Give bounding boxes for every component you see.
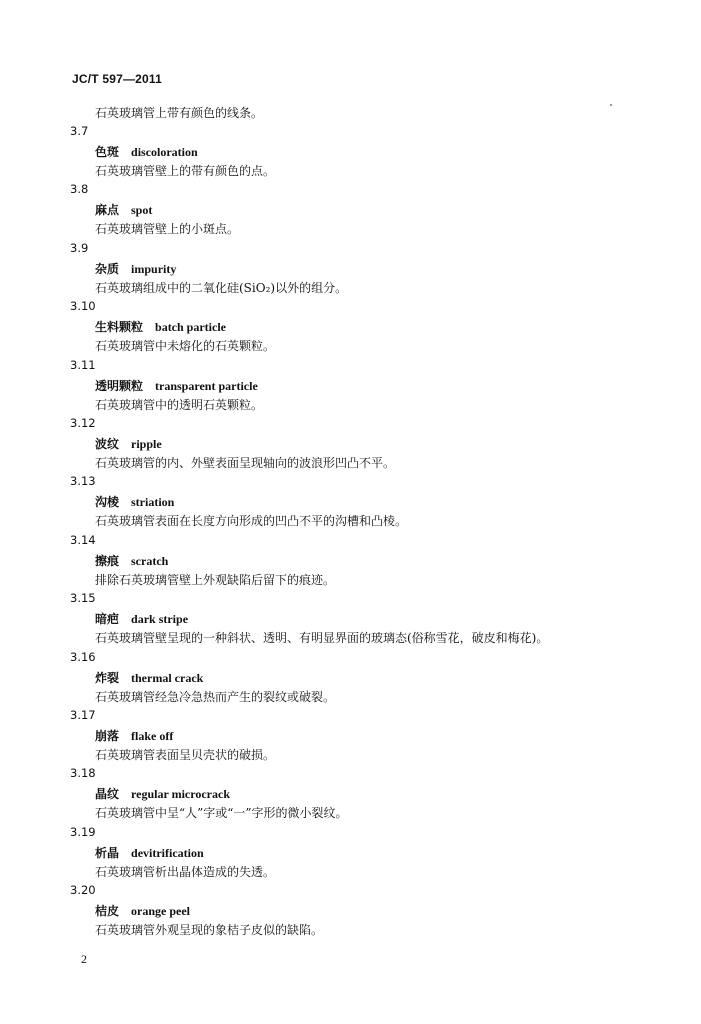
term-entry	[68, 650, 668, 708]
term-chinese: 麻点	[95, 203, 120, 218]
term-heading	[95, 785, 230, 802]
term-chinese: 炸裂	[95, 670, 120, 685]
clause-number: 3.13	[70, 474, 96, 489]
clause-number: 3.10	[70, 299, 96, 314]
term-heading	[95, 552, 168, 569]
term-definition: 石英玻璃管表面呈贝壳状的破损。	[95, 747, 276, 762]
term-english: impurity	[131, 261, 177, 276]
term-chinese: 崩落	[95, 728, 120, 743]
term-definition: 石英玻璃管的内、外壁表面呈现轴向的波浪形凹凸不平。	[95, 455, 396, 470]
term-entry	[68, 708, 668, 766]
term-heading	[95, 902, 190, 919]
term-definition: 石英玻璃管壁上的小斑点。	[95, 222, 240, 237]
term-entry	[68, 182, 668, 240]
clause-number: 3.12	[70, 415, 96, 430]
term-english: striation	[131, 495, 175, 510]
term-entry	[68, 591, 668, 649]
term-definition: 石英玻璃管壁上的带有颜色的点。	[95, 164, 276, 178]
clause-number: 3.7	[70, 124, 89, 138]
term-english: discoloration	[131, 145, 198, 159]
term-list	[68, 124, 668, 941]
term-definition: 石英玻璃管中的透明石英颗粒。	[95, 397, 264, 412]
term-chinese: 杂质	[95, 261, 120, 276]
clause-number: 3.16	[70, 649, 96, 664]
clause-number: 3.19	[70, 824, 96, 839]
continued-definition: 石英玻璃管上带有颜色的线条。	[95, 106, 264, 120]
term-heading	[95, 610, 188, 627]
term-definition: 石英玻璃管外观呈现的象桔子皮似的缺陷。	[95, 923, 324, 938]
clause-number: 3.18	[70, 766, 96, 781]
term-definition: 石英玻璃管壁呈现的一种斜状、透明、有明显界面的玻璃态(俗称雪花，破皮和梅花)。	[95, 631, 549, 646]
scan-speck	[610, 104, 612, 106]
clause-number: 3.11	[70, 357, 96, 372]
term-entry	[68, 299, 668, 357]
term-definition: 石英玻璃管经急冷急热而产生的裂纹或破裂。	[95, 689, 336, 704]
term-chinese: 生料颗粒	[95, 320, 144, 335]
term-definition: 石英玻璃管析出晶体造成的失透。	[95, 864, 276, 879]
term-definition: 石英玻璃管中呈“人”字或“一”字形的微小裂纹。	[95, 806, 348, 821]
term-english: thermal crack	[131, 670, 204, 685]
term-chinese: 桔皮	[95, 904, 120, 919]
term-chinese: 波纹	[95, 436, 120, 451]
term-chinese: 沟棱	[95, 495, 120, 510]
term-chinese: 晶纹	[95, 787, 120, 802]
clause-number: 3.8	[70, 182, 89, 197]
term-definition: 石英玻璃组成中的二氧化硅(SiO₂)以外的组分。	[95, 280, 348, 295]
page-number: 2	[81, 952, 87, 966]
term-entry	[68, 533, 668, 591]
term-heading	[95, 143, 198, 160]
term-english: devitrification	[131, 845, 204, 860]
term-definition: 石英玻璃管表面在长度方向形成的凹凸不平的沟槽和凸棱。	[95, 514, 408, 529]
term-heading	[95, 493, 174, 510]
term-entry	[68, 766, 668, 824]
term-heading	[95, 669, 203, 686]
term-english: regular microcrack	[131, 787, 230, 802]
term-chinese: 暗疤	[95, 612, 120, 627]
term-english: orange peel	[131, 904, 191, 919]
clause-number: 3.20	[70, 883, 96, 898]
term-definition: 排除石英玻璃管壁上外观缺陷后留下的痕迹。	[95, 572, 336, 587]
term-entry	[68, 358, 668, 416]
term-entry	[68, 416, 668, 474]
term-chinese: 析晶	[95, 845, 120, 860]
term-definition: 石英玻璃管中未熔化的石英颗粒。	[95, 339, 276, 354]
standard-code-header: JC/T 597—2011	[72, 72, 162, 86]
term-english: spot	[131, 203, 153, 218]
term-heading	[95, 377, 258, 394]
clause-number: 3.17	[70, 707, 96, 722]
term-entry	[68, 241, 668, 299]
term-heading	[95, 260, 176, 277]
term-english: dark stripe	[131, 612, 189, 627]
term-heading	[95, 435, 162, 452]
term-entry	[68, 883, 668, 941]
term-heading	[95, 201, 152, 218]
term-english: transparent particle	[155, 378, 258, 393]
term-english: ripple	[131, 436, 162, 451]
term-entry	[68, 124, 668, 182]
term-heading	[95, 844, 204, 861]
clause-number: 3.9	[70, 240, 89, 255]
clause-number: 3.14	[70, 532, 96, 547]
term-english: scratch	[131, 553, 169, 568]
term-chinese: 擦痕	[95, 553, 120, 568]
term-heading	[95, 318, 226, 335]
term-english: flake off	[131, 728, 174, 743]
term-chinese: 色斑	[95, 145, 120, 159]
term-entry	[68, 825, 668, 883]
term-heading	[95, 727, 173, 744]
term-entry	[68, 474, 668, 532]
term-english: batch particle	[155, 320, 227, 335]
term-chinese: 透明颗粒	[95, 378, 144, 393]
clause-number: 3.15	[70, 591, 96, 606]
